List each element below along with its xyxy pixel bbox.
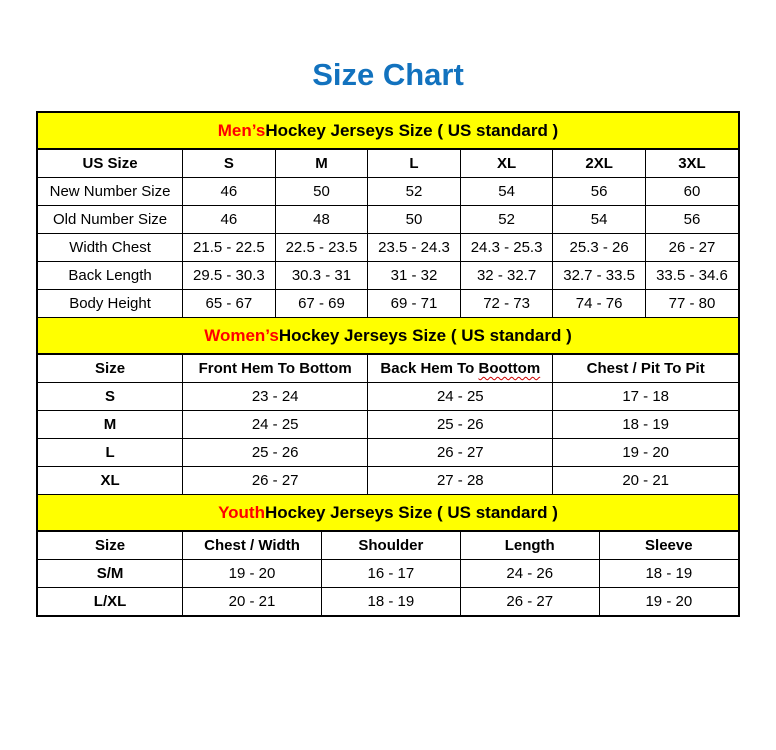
womens-size-table: [38, 355, 738, 494]
table-header-row: [38, 532, 738, 560]
table-cell: 27 - 28: [368, 467, 553, 495]
table-cell: 24 - 26: [460, 560, 599, 588]
row-label: XL: [38, 467, 183, 495]
table-row: [38, 588, 738, 616]
table-cell: 20 - 21: [553, 467, 738, 495]
table-cell: 19 - 20: [599, 588, 738, 616]
table-row: [38, 262, 738, 290]
column-header: Length: [460, 532, 599, 560]
table-cell: 72 - 73: [460, 290, 553, 318]
column-header: US Size: [38, 150, 183, 178]
table-cell: 22.5 - 23.5: [275, 234, 368, 262]
table-cell: 26 - 27: [460, 588, 599, 616]
table-cell: 26 - 27: [368, 439, 553, 467]
page-title: Size Chart: [312, 57, 464, 92]
column-header: Front Hem To Bottom: [183, 355, 368, 383]
table-cell: 69 - 71: [368, 290, 461, 318]
table-cell: 52: [368, 178, 461, 206]
table-cell: 29.5 - 30.3: [183, 262, 276, 290]
table-cell: 24 - 25: [183, 411, 368, 439]
table-row: [38, 467, 738, 495]
column-header: Sleeve: [599, 532, 738, 560]
table-row: [38, 560, 738, 588]
table-cell: 17 - 18: [553, 383, 738, 411]
table-cell: 32.7 - 33.5: [553, 262, 646, 290]
table-cell: 25 - 26: [368, 411, 553, 439]
table-cell: 19 - 20: [183, 560, 322, 588]
table-cell: 56: [553, 178, 646, 206]
table-row: [38, 290, 738, 318]
youth-size-table: [38, 532, 738, 615]
table-cell: 46: [183, 178, 276, 206]
column-header: 2XL: [553, 150, 646, 178]
row-label: Body Height: [38, 290, 183, 318]
column-header: S: [183, 150, 276, 178]
table-cell: 56: [645, 206, 738, 234]
table-cell: 52: [460, 206, 553, 234]
column-header: Shoulder: [321, 532, 460, 560]
row-label: S/M: [38, 560, 183, 588]
section-youth: [38, 494, 738, 615]
section-title-rest: Hockey Jerseys Size ( US standard ): [264, 502, 558, 522]
column-header: [368, 355, 553, 383]
column-header: 3XL: [645, 150, 738, 178]
table-row: [38, 206, 738, 234]
row-label: Width Chest: [38, 234, 183, 262]
table-cell: 26 - 27: [645, 234, 738, 262]
table-cell: 23.5 - 24.3: [368, 234, 461, 262]
column-header-text: Back Hem To: [380, 360, 479, 378]
row-label: L: [38, 439, 183, 467]
table-cell: 32 - 32.7: [460, 262, 553, 290]
table-cell: 77 - 80: [645, 290, 738, 318]
table-cell: 46: [183, 206, 276, 234]
table-cell: 23 - 24: [183, 383, 368, 411]
size-chart: [36, 111, 740, 617]
section-womens: [38, 317, 738, 494]
table-row: [38, 411, 738, 439]
table-cell: 25.3 - 26: [553, 234, 646, 262]
column-header: Chest / Width: [183, 532, 322, 560]
table-row: [38, 383, 738, 411]
table-cell: 48: [275, 206, 368, 234]
row-label: M: [38, 411, 183, 439]
column-header: Size: [38, 355, 183, 383]
mens-size-table: [38, 150, 738, 317]
table-row: [38, 178, 738, 206]
table-cell: 74 - 76: [553, 290, 646, 318]
column-header: Chest / Pit To Pit: [553, 355, 738, 383]
table-cell: 21.5 - 22.5: [183, 234, 276, 262]
column-header: M: [275, 150, 368, 178]
section-header-womens: [38, 317, 738, 355]
table-cell: 67 - 69: [275, 290, 368, 318]
table-cell: 31 - 32: [368, 262, 461, 290]
row-label: S: [38, 383, 183, 411]
table-cell: 50: [368, 206, 461, 234]
misspelled-word: Boottom: [478, 360, 541, 378]
column-header: L: [368, 150, 461, 178]
table-cell: 54: [460, 178, 553, 206]
row-label: Old Number Size: [38, 206, 183, 234]
table-header-row: [38, 150, 738, 178]
table-cell: 26 - 27: [183, 467, 368, 495]
table-row: [38, 234, 738, 262]
table-cell: 65 - 67: [183, 290, 276, 318]
table-cell: 30.3 - 31: [275, 262, 368, 290]
table-header-row: [38, 355, 738, 383]
table-cell: 24 - 25: [368, 383, 553, 411]
table-cell: 50: [275, 178, 368, 206]
section-header-mens: [38, 113, 738, 150]
row-label: L/XL: [38, 588, 183, 616]
column-header: Size: [38, 532, 183, 560]
table-cell: 16 - 17: [321, 560, 460, 588]
row-label: New Number Size: [38, 178, 183, 206]
section-title-highlight: Men’s: [217, 120, 266, 140]
table-cell: 25 - 26: [183, 439, 368, 467]
table-cell: 18 - 19: [321, 588, 460, 616]
section-title-rest: Hockey Jerseys Size ( US standard ): [265, 120, 559, 140]
row-label: Back Length: [38, 262, 183, 290]
table-cell: 18 - 19: [553, 411, 738, 439]
section-title-highlight: Women’s: [204, 325, 279, 345]
table-row: [38, 439, 738, 467]
table-cell: 33.5 - 34.6: [645, 262, 738, 290]
section-title-rest: Hockey Jerseys Size ( US standard ): [278, 325, 572, 345]
table-cell: 54: [553, 206, 646, 234]
table-cell: 20 - 21: [183, 588, 322, 616]
table-cell: 60: [645, 178, 738, 206]
section-header-youth: [38, 494, 738, 532]
table-cell: 19 - 20: [553, 439, 738, 467]
section-title-highlight: Youth: [218, 502, 265, 522]
column-header: XL: [460, 150, 553, 178]
table-cell: 18 - 19: [599, 560, 738, 588]
section-mens: [38, 113, 738, 317]
table-cell: 24.3 - 25.3: [460, 234, 553, 262]
